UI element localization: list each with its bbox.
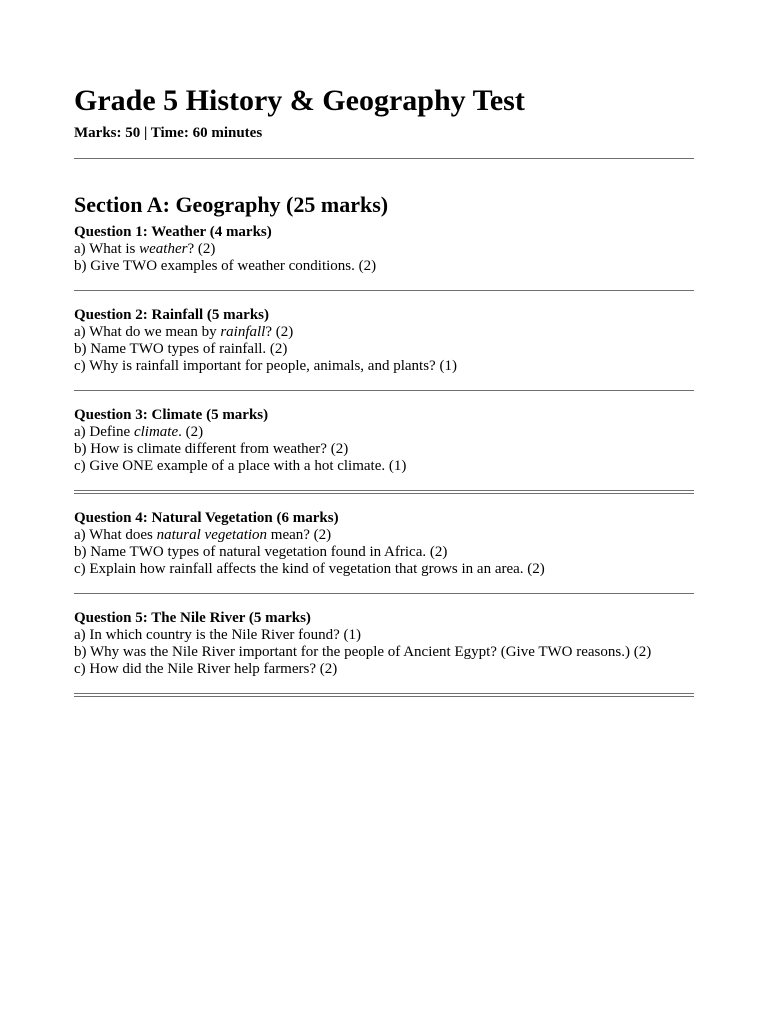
question-part-text: c) Explain how rainfall affects the kind of vegetation that grows in an area. (2) bbox=[74, 561, 545, 577]
question-part bbox=[74, 241, 694, 258]
question-part bbox=[74, 358, 694, 375]
question-block bbox=[74, 291, 694, 391]
header-divider bbox=[74, 158, 694, 159]
document-title: Grade 5 History & Geography Test bbox=[74, 84, 525, 117]
question-part-text: a) What do we mean by bbox=[74, 324, 221, 340]
question-part-text: c) Why is rainfall important for people, animals, and plants? (1) bbox=[74, 358, 457, 374]
question-part-text: a) What is bbox=[74, 241, 140, 257]
question-key-term: rainfall bbox=[220, 324, 266, 340]
question-part bbox=[74, 527, 694, 544]
question-title: Question 2: Rainfall (5 marks) bbox=[74, 307, 269, 323]
question-part bbox=[74, 258, 694, 275]
question-divider bbox=[74, 693, 694, 697]
question-title: Question 3: Climate (5 marks) bbox=[74, 407, 269, 423]
question-part-text: b) Name TWO types of natural vegetation found in Africa. (2) bbox=[74, 544, 448, 560]
question-title: Question 5: The Nile River (5 marks) bbox=[74, 610, 311, 626]
question-title: Question 4: Natural Vegetation (6 marks) bbox=[74, 510, 339, 526]
section-title: Section A: Geography (25 marks) bbox=[74, 192, 389, 217]
question-part bbox=[74, 644, 694, 661]
question-part bbox=[74, 424, 694, 441]
question-part bbox=[74, 661, 694, 678]
question-part-text: a) What does bbox=[74, 527, 157, 543]
question-part-text: mean? (2) bbox=[267, 527, 332, 543]
question-part bbox=[74, 341, 694, 358]
question-list bbox=[74, 224, 694, 697]
question-block bbox=[74, 494, 694, 594]
question-part-text: ? (2) bbox=[187, 241, 216, 257]
question-key-term: weather bbox=[139, 241, 188, 257]
question-part-text: a) Define bbox=[74, 424, 134, 440]
question-part bbox=[74, 561, 694, 578]
question-part bbox=[74, 458, 694, 475]
question-block bbox=[74, 224, 694, 291]
question-part-text: b) How is climate different from weather? (2) bbox=[74, 441, 349, 457]
question-part bbox=[74, 627, 694, 644]
question-part-text: ? (2) bbox=[265, 324, 294, 340]
question-part-text: . (2) bbox=[178, 424, 204, 440]
question-part bbox=[74, 544, 694, 561]
question-key-term: climate bbox=[133, 424, 179, 440]
question-block bbox=[74, 594, 694, 697]
question-part-text: b) Why was the Nile River important for the people of Ancient Egypt? (Give TWO reasons.) (2) bbox=[74, 644, 652, 660]
question-title: Question 1: Weather (4 marks) bbox=[74, 224, 272, 240]
question-part-text: a) In which country is the Nile River found? (1) bbox=[74, 627, 361, 643]
question-part-text: b) Give TWO examples of weather conditions. (2) bbox=[74, 258, 377, 274]
question-part bbox=[74, 324, 694, 341]
question-part-text: b) Name TWO types of rainfall. (2) bbox=[74, 341, 288, 357]
question-part-text: c) How did the Nile River help farmers? (2) bbox=[74, 661, 338, 677]
question-part bbox=[74, 441, 694, 458]
question-part-text: c) Give ONE example of a place with a hot climate. (1) bbox=[74, 458, 407, 474]
marks-and-time: Marks: 50 | Time: 60 minutes bbox=[74, 125, 263, 141]
question-block bbox=[74, 391, 694, 494]
question-key-term: natural vegetation bbox=[156, 527, 268, 543]
